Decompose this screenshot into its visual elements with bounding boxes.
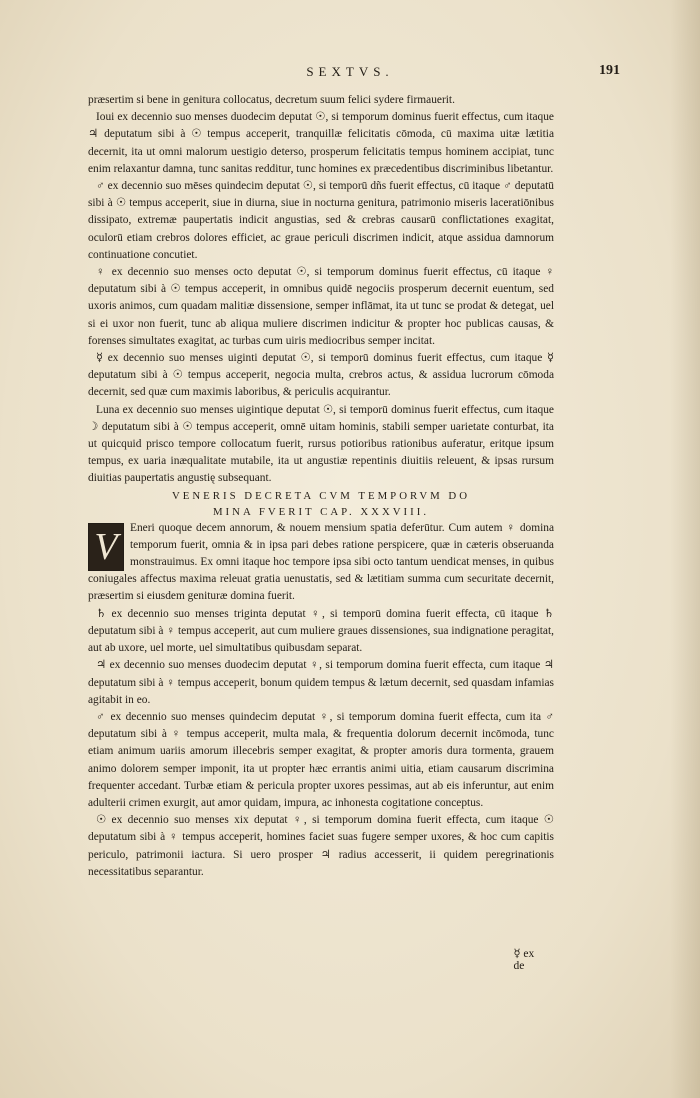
running-head: SEXTVS.: [306, 64, 394, 79]
chapter-heading-line: VENERIS DECRETA CVM TEMPORVM DO: [171, 489, 471, 502]
catchword: ☿ ex de: [513, 948, 535, 972]
page-header: [80, 64, 620, 86]
folio-number: 191: [599, 63, 620, 78]
main-text-block: [88, 92, 554, 881]
paragraph-text: Eneri quoque decem annorum, & nouem mensium spatia deferūtur. Cum autem ♀ domina temporum fuerit, omnia & in ipsa pari debes ratione perspicere, quæ in cæteris obseruanda monstrauimus. Ex omni itaque hoc tempore ipsa sibi octo tantum uendicat menses, in quibus coniugales affectus maxima releuat gratia uenustatis, sed & lætitiam summa cum securitate decernit, præsertim si eiusdem genituræ domina fuerit.: [88, 521, 554, 603]
paragraph: ♂ ex decennio suo mēses quindecim deputat ☉, si temporū dñs fuerit effectus, cū itaque ♂ deputatū sibi à ☉ tempus acceperit, siue in diurna, siue in nocturna genitura, patrimonio miseris laceratiōnibus dissipato, extremæ paupertatis indicit angustias, sed & crebras causarū conflictationes exagitat, oculorū etiam crebros dolores efficiet, ac graue periculi discrimen indicit, atque assidua damnorum continuatione concutiet.: [88, 180, 554, 261]
paragraph: ☿ ex decennio suo menses uiginti deputat ☉, si temporū dominus fuerit effectus, cum itaque ☿ deputatum sibi à ☉ tempus acceperit, negocia multa, crebros actus, & assidua lucrorum cōmoda decernit, sed quæ cum maximis laboribus, & periculis acquirantur.: [88, 352, 554, 399]
page-edge-shadow: [670, 0, 700, 1098]
paragraph-with-initial: [88, 520, 554, 606]
paragraph: Ioui ex decennio suo menses duodecim deputat ☉, si temporum dominus fuerit effectus, cum itaque ♃ deputatum sibi à ☉ tempus acceperit, tranquillæ felicitatis cōmoda, cū maxima uitæ lætitia decernit, ita ut omni malorum uestigio deterso, prosperum felicitatis tempus hominem accipiat, tunc enim relaxantur damna, tunc sanitas redditur, tunc homines ex præcedentibus discriminibus libetantur.: [88, 111, 554, 175]
chapter-heading-line: MINA FVERIT CAP. XXXVIII.: [212, 505, 430, 518]
paragraph: præsertim si bene in genitura collocatus, decretum suum felici sydere firmauerit.: [88, 94, 455, 106]
decorated-initial: V: [88, 523, 124, 571]
paragraph: Luna ex decennio suo menses uigintique deputat ☉, si temporū dominus fuerit effectus, cum itaque ☽ deputatum sibi à ☉ tempus acceperit, omnē uitam hominis, stabili semper uarietate conturbat, ita ut quicquid prisco tempore collocatum fuerit, rursus potioribus rationibus auferatur, eritque ipsum tempus, ex uaria inæqualitate mutabile, ita ut angustiæ repentinis diuitiis releuent, & ipsas rursum diuitias paupertatis angustię subsequant.: [88, 403, 554, 485]
paragraph: ♂ ex decennio suo menses quindecim deputat ♀, si temporum domina fuerit effecta, cum ita ♂ deputatum sibi à ♀ tempus acceperit, multa mala, & frequentia dolorum decernit incōmoda, tunc etiam animum uariis amorum illecebris semper exagitat, & propter amoris dura tormenta, grauem animo dolorem semper imponit, ita ut propter hæc errantis animi uitia, etiam causarum discrimina frequenter accedant. Turbæ etiam & pericula propter uxores pessimas, aut ab eis inferuntur, aut enim adulterii crimen exurgit, aut amor quidam, impura, ac inhonesta cogitatione conceptus.: [88, 710, 554, 809]
paragraph: ♀ ex decennio suo menses octo deputat ☉, si temporum dominus fuerit effectus, cū itaque ♀ deputatum sibi à ☉ tempus acceperit, in omnibus quidē negociis prosperum decernit euentum, sed uxoris animos, cum quadam malitiæ dissensione, semper inflāmat, ita ut tunc se prodat & detegat, uel si ei uxor non fuerit, tunc ab aliqua muliere discrimen indicitur & propter hoc publicas causas, & forenses simultates exagitat, ac turbas cum uiris mediocribus semper incitat.: [88, 266, 554, 347]
paragraph: ♃ ex decennio suo menses duodecim deputat ♀, si temporum domina fuerit effecta, cum itaque ♃ deputatum sibi à ♀ tempus acceperit, bonum quidem tempus & lætum decernit, sed quasdam infamias agitabit in eo.: [88, 659, 554, 706]
paragraph: ☉ ex decennio suo menses xix deputat ♀, si temporum domina fuerit effecta, cum itaque ☉ deputatum sibi à ♀ tempus acceperit, homines faciet suas fugere semper uxores, & hoc cum capitis periculo, patrimonii iactura. Si uero prosper ♃ radius accesserit, ii quidem peregrinationis necessitatibus separantur.: [88, 814, 554, 878]
paragraph: ♄ ex decennio suo menses triginta deputat ♀, si temporū domina fuerit effecta, cū itaque ♄ deputatum sibi à ♀ tempus acceperit, aut cum muliere graues dissensiones, sua indignatione peragitat, aut ab uxore, uel morte, uel simultatibus quibusdam separat.: [88, 607, 554, 655]
